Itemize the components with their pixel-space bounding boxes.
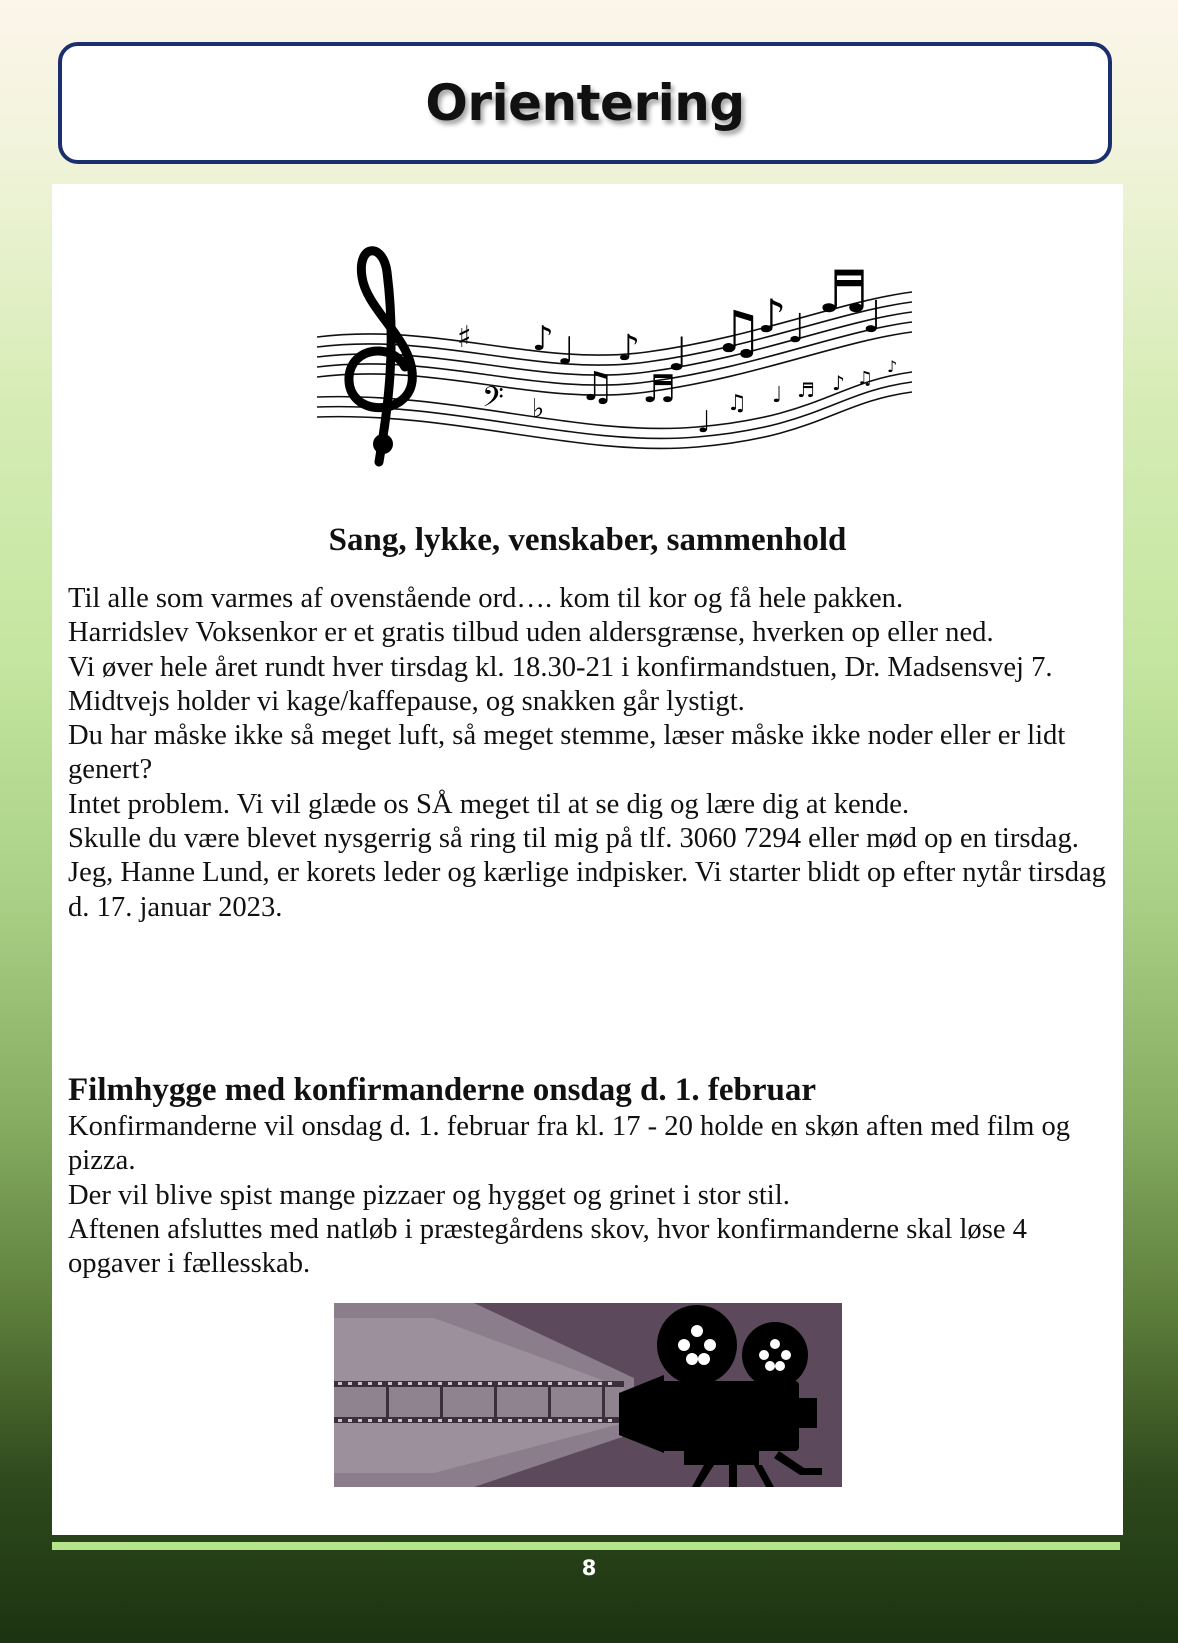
- svg-text:♪: ♪: [532, 319, 554, 359]
- music-notes-icon: [317, 232, 917, 472]
- svg-text:𝄢: 𝄢: [482, 381, 504, 421]
- svg-text:♫: ♫: [579, 364, 615, 410]
- paragraph: Intet problem. Vi vil glæde os SÅ meget til at se dig og lære dig at kende.: [68, 788, 910, 820]
- page-number: 8: [581, 1556, 597, 1580]
- svg-text:♪: ♪: [617, 328, 640, 369]
- section-heading-choir: Sang, lykke, venskaber, sammenhold: [328, 522, 847, 558]
- svg-text:♩: ♩: [862, 292, 883, 343]
- film-text: [68, 1110, 1123, 1281]
- section-heading-film: Filmhygge med konfirmanderne onsdag d. 1. februar: [68, 1072, 817, 1108]
- svg-text:♬: ♬: [797, 378, 815, 402]
- title-box: [58, 42, 1112, 164]
- paragraph: Jeg, Hanne Lund, er korets leder og kærlige indpisker. Vi starter blidt op efter nytår tirsdag d. 17. januar 2023.: [68, 857, 1106, 923]
- film-projector-icon: [334, 1303, 842, 1487]
- choir-text: [68, 582, 1123, 925]
- paragraph: Konfirmanderne vil onsdag d. 1. februar fra kl. 17 - 20 holde en skøn aften med film og pizza.: [68, 1111, 1071, 1177]
- svg-text:♩: ♩: [697, 405, 712, 440]
- svg-text:♬: ♬: [817, 258, 869, 326]
- svg-text:♫: ♫: [727, 391, 747, 416]
- svg-text:♪: ♪: [757, 289, 787, 343]
- page-title: Orientering: [425, 74, 745, 132]
- paragraph: Vi øver hele året rundt hver tirsdag kl. 18.30-21 i konfirmandstuen, Dr. Madsensvej 7. Midtvejs holder vi kage/kaffepause, og snakken går lystigt.: [68, 651, 1053, 717]
- svg-text:♫: ♫: [712, 298, 764, 366]
- paragraph: Der vil blive spist mange pizzaer og hygget og grinet i stor stil.: [68, 1179, 790, 1211]
- svg-text:♪: ♪: [832, 371, 845, 395]
- svg-text:♪: ♪: [887, 357, 898, 376]
- paragraph: Skulle du være blevet nysgerrig så ring til mig på tlf. 3060 7294 eller mød op en tirsdag.: [68, 823, 1079, 855]
- svg-text:♩: ♩: [787, 306, 806, 352]
- svg-text:♭: ♭: [532, 394, 545, 424]
- svg-text:♩: ♩: [557, 329, 575, 373]
- svg-text:♫: ♫: [857, 368, 874, 389]
- paragraph: Til alle som varmes af ovenstående ord…. kom til kor og få hele pakken.: [68, 583, 904, 614]
- svg-text:♯: ♯: [457, 320, 472, 355]
- paragraph: Aftenen afsluttes med natløb i præstegårdens skov, hvor konfirmanderne skal løse 4 opgaver i fællesskab.: [68, 1213, 1027, 1280]
- svg-text:♩: ♩: [667, 327, 689, 381]
- svg-text:♩: ♩: [772, 383, 783, 408]
- svg-text:♬: ♬: [642, 367, 677, 411]
- footer-divider: [52, 1542, 1120, 1550]
- paragraph: Harridslev Voksenkor er et gratis tilbud uden aldersgrænse, hverken op eller ned.: [68, 617, 994, 649]
- paragraph: Du har måske ikke så meget luft, så meget stemme, læser måske ikke noder eller er lidt genert?: [68, 720, 1066, 786]
- content-panel: [52, 184, 1123, 1535]
